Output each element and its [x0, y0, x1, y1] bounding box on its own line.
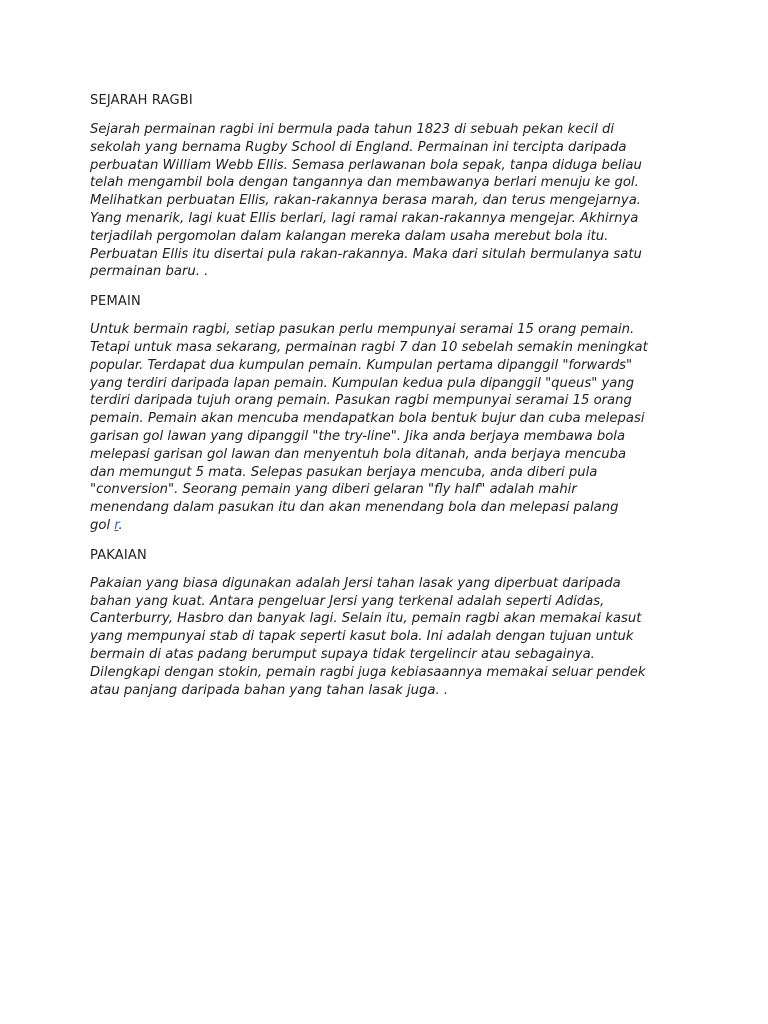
section-heading: PAKAIAN	[90, 547, 147, 563]
section-pakaian	[90, 547, 675, 700]
section-sejarah-ragbi	[90, 92, 675, 281]
document-page	[90, 92, 675, 711]
section-body-trailing: .	[118, 517, 123, 533]
section-heading: PEMAIN	[90, 294, 141, 310]
section-pemain	[90, 293, 675, 535]
reference-link[interactable]: r	[114, 517, 119, 533]
section-body	[90, 321, 675, 535]
section-body: Pakaian yang biasa digunakan adalah Jersi tahan lasak yang diperbuat daripada bahan yang kuat. Antara pengeluar Jersi yang terkenal adalah seperti Adidas, Canterburry, Hasbro dan banyak lagi. Selain itu, pemain ragbi akan memakai kasut yang mempunyai stab di tapak seperti kasut bola. Ini adalah dengan tujuan untuk bermain di atas padang berumput supaya tidak tergelincir atau sebagainya. Dilengkapi dengan stokin, pemain ragbi juga kebiasaannya memakai seluar pendek atau panjang daripada bahan yang tahan lasak juga. .	[90, 575, 646, 698]
section-body-text: Untuk bermain ragbi, setiap pasukan perlu mempunyai seramai 15 orang pemain. Tetapi untuk masa sekarang, permainan ragbi 7 dan 10 sebelah semakin meningkat popular. Terdapat dua kumpulan pemain. Kumpulan pertama dipanggil "forwards" yang terdiri daripada lapan pemain. Kumpulan kedua pula dipanggil "queus" yang terdiri daripada tujuh orang pemain. Pasukan ragbi mempunyai seramai 15 orang pemain. Pemain akan mencuba mendapatkan bola bentuk bujur dan cuba melepasi garisan gol lawan yang dipanggil "the try-line". Jika anda berjaya membawa bola melepasi garisan gol lawan dan menyentuh bola ditanah, anda berjaya mencuba dan memungut 5 mata. Selepas pasukan berjaya mencuba, anda diberi pula "conversion". Seorang pemain yang diberi gelaran "fly half" adalah mahir menendang dalam pasukan itu dan akan menendang bola dan melepasi palang gol	[90, 322, 648, 533]
section-heading: SEJARAH RAGBI	[90, 93, 193, 108]
section-body: Sejarah permainan ragbi ini bermula pada tahun 1823 di sebuah pekan kecil di sekolah yang bernama Rugby School di England. Permainan ini tercipta daripada perbuatan William Webb Ellis. Semasa perlawanan bola sepak, tanpa diduga beliau telah mengambil bola dengan tangannya dan membawanya berlari menuju ke gol. Melihatkan perbuatan Ellis, rakan-rakannya berasa marah, dan terus mengejarnya. Yang menarik, lagi kuat Ellis berlari, lagi ramai rakan-rakannya mengejar. Akhirnya terjadilah pergomolan dalam kalangan mereka dalam usaha merebut bola itu. Perbuatan Ellis itu disertai pula rakan-rakannya. Maka dari situlah bermulanya satu permainan baru. .	[90, 122, 642, 280]
